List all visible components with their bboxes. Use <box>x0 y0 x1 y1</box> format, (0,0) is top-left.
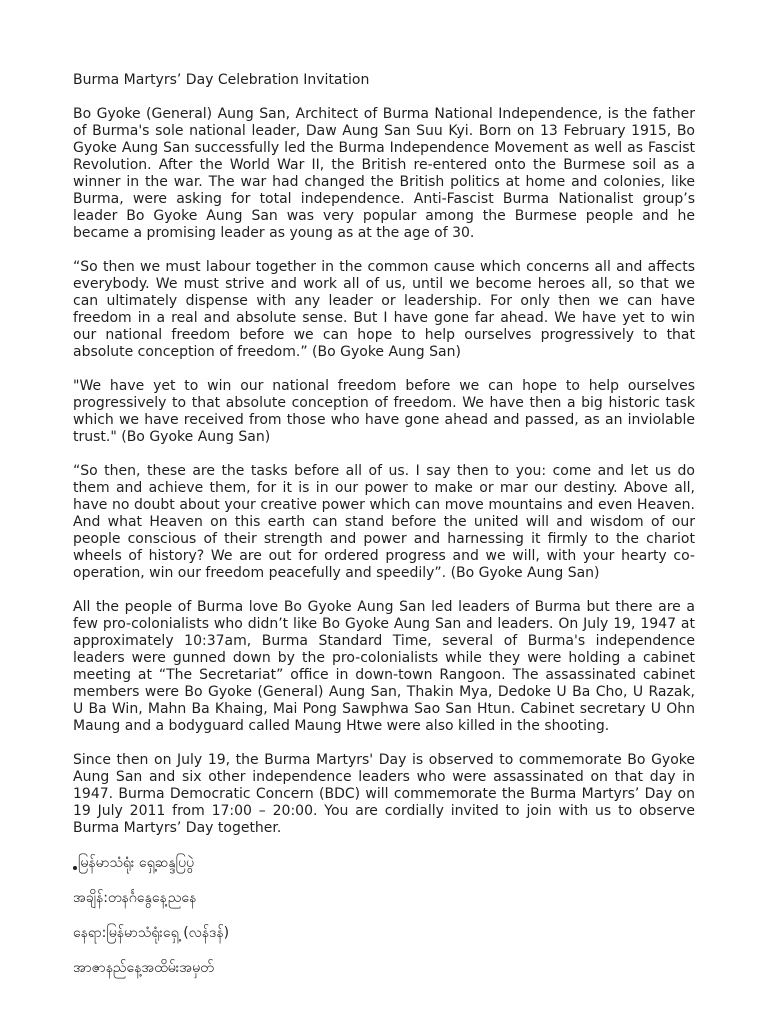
myanmar-event-title-line <box>73 854 695 872</box>
myanmar-event-time: အချိန်:တနင်္ဂနွေနေ့ညနေ <box>73 890 197 906</box>
paragraph-assassination: All the people of Burma love Bo Gyoke Aung San led leaders of Burma but there are a few pro-colonialists who didn’t like Bo Gyoke Aung San and leaders. On July 19, 1947 at approximately 10:37am, Burma Standard Time, several of Burma's independence leaders were gunned down by the pro-colonialists while they were holding a cabinet meeting at “The Secretariat” office in down-town Rangoon. The assassinated cabinet members were Bo Gyoke (General) Aung San, Thakin Mya, Dedoke U Ba Cho, U Razak, U Ba Win, Mahn Ba Khaing, Mai Pong Sawphwa Sao San Htun. Cabinet secretary U Ohn Maung and a bodyguard called Maung Htwe were also killed in the shooting. <box>73 599 695 734</box>
paragraph-biography: Bo Gyoke (General) Aung San, Architect of Burma National Independence, is the father of Burma's sole national leader, Daw Aung San Suu Kyi. Born on 13 February 1915, Bo Gyoke Aung San successfully led the Burma Independence Movement as well as Fascist Revolution. After the World War II, the British re-entered onto the Burmese soil as a winner in the war. The war had changed the British politics at home and colonies, like Burma, were asking for total independence. Anti-Fascist Burma Nationalist group’s leader Bo Gyoke Aung San was very popular among the Burmese people and he became a promising leader as young as at the age of 30. <box>73 106 695 241</box>
myanmar-event-title: မြန်မာသံရုံး ရှေ့ဆန္ဒပြပွဲ <box>78 855 194 871</box>
myanmar-event-note: အာဇာနည်နေ့အထိမ်းအမှတ် <box>73 960 214 976</box>
paragraph-quote-labour: “So then we must labour together in the common cause which concerns all and affects everybody. We must strive and work all of us, until we become heroes all, so that we can ultimately dispense with any leader or leadership. For only then we can have freedom in a real and absolute sense. But I have gone far ahead. We have yet to win our national freedom before we can hope to help ourselves progressively to that absolute conception of freedom.” (Bo Gyoke Aung San) <box>73 259 695 360</box>
myanmar-event-details <box>73 854 695 977</box>
paragraph-invitation: Since then on July 19, the Burma Martyrs' Day is observed to commemorate Bo Gyoke Aung San and six other independence leaders who were assassinated on that day in 1947. Burma Democratic Concern (BDC) will commemorate the Burma Martyrs’ Day on 19 July 2011 from 17:00 – 20:00. You are cordially invited to join with us to observe Burma Martyrs’ Day together. <box>73 752 695 836</box>
myanmar-event-location: နေရာ:မြန်မာသံရုံးရှေ့ (လန်ဒန်) <box>73 925 230 941</box>
paragraph-quote-tasks: “So then, these are the tasks before all of us. I say then to you: come and let us do them and achieve them, for it is in our power to make or mar our destiny. Above all, have no doubt about your creative power which can move mountains and even Heaven. And what Heaven on this earth can stand before the united will and wisdom of our people conscious of their strength and power and harnessing it firmly to the chariot wheels of history? We are out for ordered progress and we will, with your hearty co-operation, win our freedom peacefully and speedily”. (Bo Gyoke Aung San) <box>73 463 695 581</box>
document-page <box>73 72 695 994</box>
bullet-dot-icon <box>73 866 77 870</box>
paragraph-quote-freedom: "We have yet to win our national freedom before we can hope to help ourselves progressively to that absolute conception of freedom. We have then a big historic task which we have received from those who have gone ahead and passed, as an inviolable trust." (Bo Gyoke Aung San) <box>73 378 695 445</box>
document-title: Burma Martyrs’ Day Celebration Invitation <box>73 72 370 88</box>
